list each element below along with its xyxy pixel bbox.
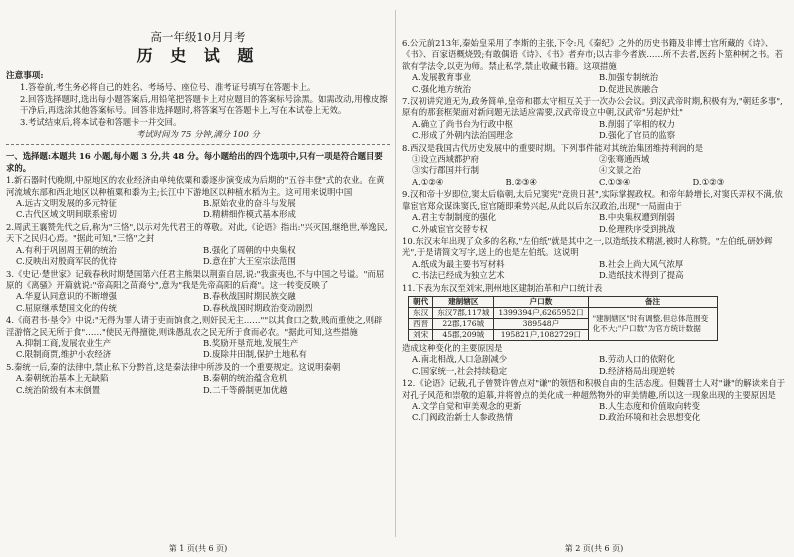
table-cell: 西晋 bbox=[409, 318, 433, 329]
question-stem: 8.西汉是我国古代历史发展中的重要时期。下列事件能对其统治集团维持利润的是 bbox=[402, 142, 704, 153]
answer-option: C.屈原继承楚国文化的传统 bbox=[16, 302, 117, 313]
page-1 bbox=[6, 4, 390, 557]
notice-item: 2.回答选择题时,选出每小题答案后,用铅笔把答题卡上对应题目的答案标号涂黑。如需改动,用橡皮擦干净后,再选涂其他答案标号。回答非选择题时,将答案写在答题卡上,写在本试卷上无效。 bbox=[20, 93, 388, 116]
question-stem: 10.东汉末年出现了众多的名称,"左伯纸"就是其中之一,以造纸技术精湛,被时人称赞。"左伯纸,研妙辉光",于是请简文写字,送上的也是左伯纸。这说明 bbox=[402, 235, 773, 258]
option-group bbox=[412, 354, 786, 377]
question-stem: 6.公元前213年,秦始皇采用了李斯的主张,下令:凡《秦纪》之外的历史书籍及非博士官所藏的《诗》、《书》、百家语概烧毁;有敢偶语《诗》、《书》者弃市;以古非今者族……所不去者,医药卜筮种树之书。若欲有学法令,以吏为师。禁止私学,禁止收藏书籍。这项措施 bbox=[402, 38, 783, 71]
answer-option: B.人生态度和价值取向转变 bbox=[599, 400, 700, 411]
option-group bbox=[412, 401, 786, 424]
table-cell: 刘宋 bbox=[409, 329, 433, 340]
answer-option: B.劳动人口的依附化 bbox=[599, 354, 675, 365]
answer-choice: D.①②③ bbox=[692, 176, 725, 187]
notice-item: 3.考试结束后,将本试卷和答题卡一并交回。 bbox=[20, 116, 182, 127]
answer-option: D.精耕细作模式基本形成 bbox=[203, 209, 296, 220]
question-list-left bbox=[6, 175, 390, 396]
section-rule bbox=[6, 144, 390, 145]
table-cell: 195821户,1082729口 bbox=[494, 329, 588, 340]
answer-option: B.削弱了宰相的权力 bbox=[599, 118, 675, 129]
answer-option: B.加强专制统治 bbox=[599, 72, 659, 83]
answer-choice: A.①②④ bbox=[412, 176, 444, 187]
question-lead: 造成这种变化的主要原因是 bbox=[402, 342, 503, 353]
answer-option: ④文景之治 bbox=[599, 165, 641, 176]
answer-option: A.发展教育事业 bbox=[412, 72, 471, 83]
answer-option: C.国家统一,社会持续稳定 bbox=[412, 365, 508, 376]
answer-option: C.限制商贾,维护小农经济 bbox=[16, 349, 112, 360]
answer-option: ③实行郡国并行制 bbox=[412, 165, 479, 176]
notice-item: 1.答卷前,考生务必将自己的姓名、考场号、座位号、准考证号填写在答题卡上。 bbox=[20, 82, 316, 93]
answer-option: D.政治环境和社会思想变化 bbox=[599, 412, 701, 423]
answer-option: C.古代区域文明间联系密切 bbox=[16, 209, 117, 220]
exam-title: 高一年级10月月考 bbox=[150, 30, 246, 44]
answer-option: A.南北相战,人口急剧减少 bbox=[412, 354, 508, 365]
page-footer: 第 1 页(共 6 页) bbox=[168, 543, 228, 553]
answer-option: C.统治阶级有本末倒置 bbox=[16, 384, 101, 395]
answer-option: A.君主专制制度的强化 bbox=[412, 212, 497, 223]
option-group bbox=[412, 259, 786, 282]
question-stem: 2.周武王襄赞先代之后,称为"三恪",以示对先代君王的尊敬。对此,《论语》指出:"兴灭国,继绝世,举逸民,天下之民归心焉。"据此可知,"三恪"之封 bbox=[6, 221, 388, 244]
choice-group bbox=[412, 177, 786, 188]
page-footer: 第 2 页(共 6 页) bbox=[564, 543, 624, 553]
answer-option: C.反映出对殷商军民的优待 bbox=[16, 256, 117, 267]
question-stem: 7.汉初讲究道无为,政务简单,皇帝和郡太守相互关于一次办公会议。到汉武帝时期,积极有为,"朝廷多事",原有的那套框架面对新问题无法适应需要,汉武帝设立中朝,汉武帝"另起炉灶" bbox=[402, 96, 783, 118]
option-group bbox=[16, 245, 390, 268]
option-group bbox=[16, 338, 390, 361]
answer-option: A.华夏认同意识的不断增强 bbox=[16, 291, 117, 302]
answer-option: D.造纸技术得到了提高 bbox=[599, 270, 684, 281]
table-note: "建制辖区"时有调整,但总体范围变化不大;"户口数"为官方统计数据 bbox=[588, 307, 717, 340]
answer-option: ②张骞通西域 bbox=[599, 154, 650, 165]
option-group bbox=[412, 212, 786, 235]
answer-option: C.书法已经成为独立艺术 bbox=[412, 270, 505, 281]
answer-option: D.强化了官员的监察 bbox=[599, 130, 676, 141]
answer-option: ①设立西域都护府 bbox=[412, 154, 479, 165]
answer-option: B.社会上尚大风气浓厚 bbox=[599, 258, 684, 269]
answer-option: A.文学自觉和审美观念的更新 bbox=[412, 400, 522, 411]
table-header: 朝代 bbox=[409, 296, 433, 307]
answer-option: C.门阀政治新士人参政热情 bbox=[412, 412, 513, 423]
answer-option: B.原始农业的奋斗与发展 bbox=[203, 198, 296, 209]
table-header: 备注 bbox=[588, 296, 717, 307]
answer-option: D.促进民族融合 bbox=[599, 83, 659, 94]
question-stem: 3.《史记·楚世家》记载春秋时期楚国第六任君主熊渠以荆蛮自居,说:"我蛮夷也,不与中国之号谥。"而屈原的《离骚》开篇就说:"帝高阳之苗裔兮",意为"我是先帝高阳的后裔"。这一转变反映了 bbox=[6, 268, 385, 290]
table-cell: 东汉 bbox=[409, 307, 433, 318]
answer-option: D.二千等爵制更加优越 bbox=[203, 384, 288, 395]
answer-option: D.伦理秩序受到挑战 bbox=[599, 223, 676, 234]
table-cell: 东汉7郡,117城 bbox=[433, 307, 494, 318]
option-group bbox=[412, 119, 786, 142]
answer-option: B.中央集权遭到削弱 bbox=[599, 212, 675, 223]
table-header: 户口数 bbox=[494, 296, 588, 307]
answer-option: C.形成了外朝内法治国理念 bbox=[412, 130, 513, 141]
option-group bbox=[412, 72, 786, 95]
answer-option: D.废除井田制,保护土地私有 bbox=[203, 349, 307, 360]
option-group bbox=[16, 373, 390, 396]
option-group bbox=[412, 154, 786, 177]
table-cell: 22郡,176城 bbox=[433, 318, 494, 329]
answer-option: C.强化地方统治 bbox=[412, 83, 472, 94]
section-heading: 一、选择题:本题共 16 小题,每小题 3 分,共 48 分。每小题给出的四个选项中,只有一项是符合题目要求的。 bbox=[6, 151, 383, 173]
table-header: 建制辖区 bbox=[433, 296, 494, 307]
answer-option: A.抑制工商,发展农业生产 bbox=[16, 337, 112, 348]
question-stem: 11.下表为东汉至刘宋,荆州地区建制治革和户口统计表 bbox=[402, 282, 603, 293]
notice-heading: 注意事项: bbox=[6, 71, 44, 81]
census-table bbox=[408, 296, 718, 341]
question-list-right bbox=[402, 38, 786, 424]
question-stem: 4.《商君书·垦令》中说:"无得为罪人请于吏而饷食之,则奸民无主……""以其食口之数,贱而重使之,则辟淫游惰之民无所于食"……"使民无得擅徙,则诛愚乱农之民无所于食而必农。"据此可知,这些措施 bbox=[6, 315, 383, 337]
answer-option: A.秦朝统治基本上无缺陷 bbox=[16, 373, 109, 384]
answer-option: B.春秋战国时期民族交融 bbox=[203, 291, 296, 302]
page-divider bbox=[395, 10, 396, 537]
table-row bbox=[409, 307, 718, 318]
answer-option: D.春秋战国时期政治变动剧烈 bbox=[203, 302, 313, 313]
question-stem: 1.新石器时代晚期,中原地区的农业经济由单纯依粟和黍逐步演变成为后期的"五谷丰登"式的农业。在黄河流域东部和西北地区以种植粟和黍为主;长江中下游地区以种植水稻为主。这可用来说明中国 bbox=[6, 175, 385, 197]
answer-option: A.有利于巩固周王朝的统治 bbox=[16, 244, 117, 255]
answer-option: B.秦朝的统治蕴含危机 bbox=[203, 373, 288, 384]
subject-title: 历 史 试 题 bbox=[136, 46, 260, 65]
table-cell: 45郡,209城 bbox=[433, 329, 494, 340]
answer-option: B.奖励开垦荒地,发展生产 bbox=[203, 337, 299, 348]
answer-option: A.远古文明发展的多元特征 bbox=[16, 198, 117, 209]
answer-option: B.强化了周朝的中央集权 bbox=[203, 244, 296, 255]
question-stem: 5.秦统一后,秦的法律中,禁止私下分黔首,这是秦法律中所涉及的一个重要规定。这说明秦朝 bbox=[6, 361, 341, 372]
answer-option: D.经济格局出现逆转 bbox=[599, 365, 676, 376]
option-group bbox=[16, 291, 390, 314]
exam-duration: 考试时间为 75 分钟,满分 100 分 bbox=[136, 129, 260, 140]
answer-option: A.确立了尚书台为行政中枢 bbox=[412, 118, 513, 129]
answer-option: A.纸成为最主要书写材料 bbox=[412, 258, 505, 269]
answer-option: D.意在扩大王室宗法范围 bbox=[203, 256, 296, 267]
table-cell: 1399394户,6265952口 bbox=[494, 307, 588, 318]
page-2 bbox=[402, 4, 786, 557]
answer-choice: C.①③④ bbox=[599, 176, 631, 187]
answer-choice: B.②③④ bbox=[505, 176, 537, 187]
option-group bbox=[16, 198, 390, 221]
question-stem: 9.汉和帝十岁即位,窦太后临朝,太后兄窦宪"竞贵日甚",实际掌握政权。和帝年龄增长,对窦氏弄权不满,依靠宦官郑众谋诛窦氏,宦官随即乘势兴起,从此以后东汉政治,出现"一局面由于 bbox=[402, 189, 783, 211]
question-stem: 12.《论语》记载,孔子曾赞许曾点对"谦"的领悟和积极自由的生活态度。但魏晋士人对"谦"的解读来自于对孔子风范和崇敬的追慕,并将曾点的美化成一种超然物外的审美情趣,所以这一现象出现的主要原因是 bbox=[402, 378, 786, 400]
table-cell: 389548户 bbox=[494, 318, 588, 329]
answer-option: C.外戚宦官交替专权 bbox=[412, 223, 488, 234]
